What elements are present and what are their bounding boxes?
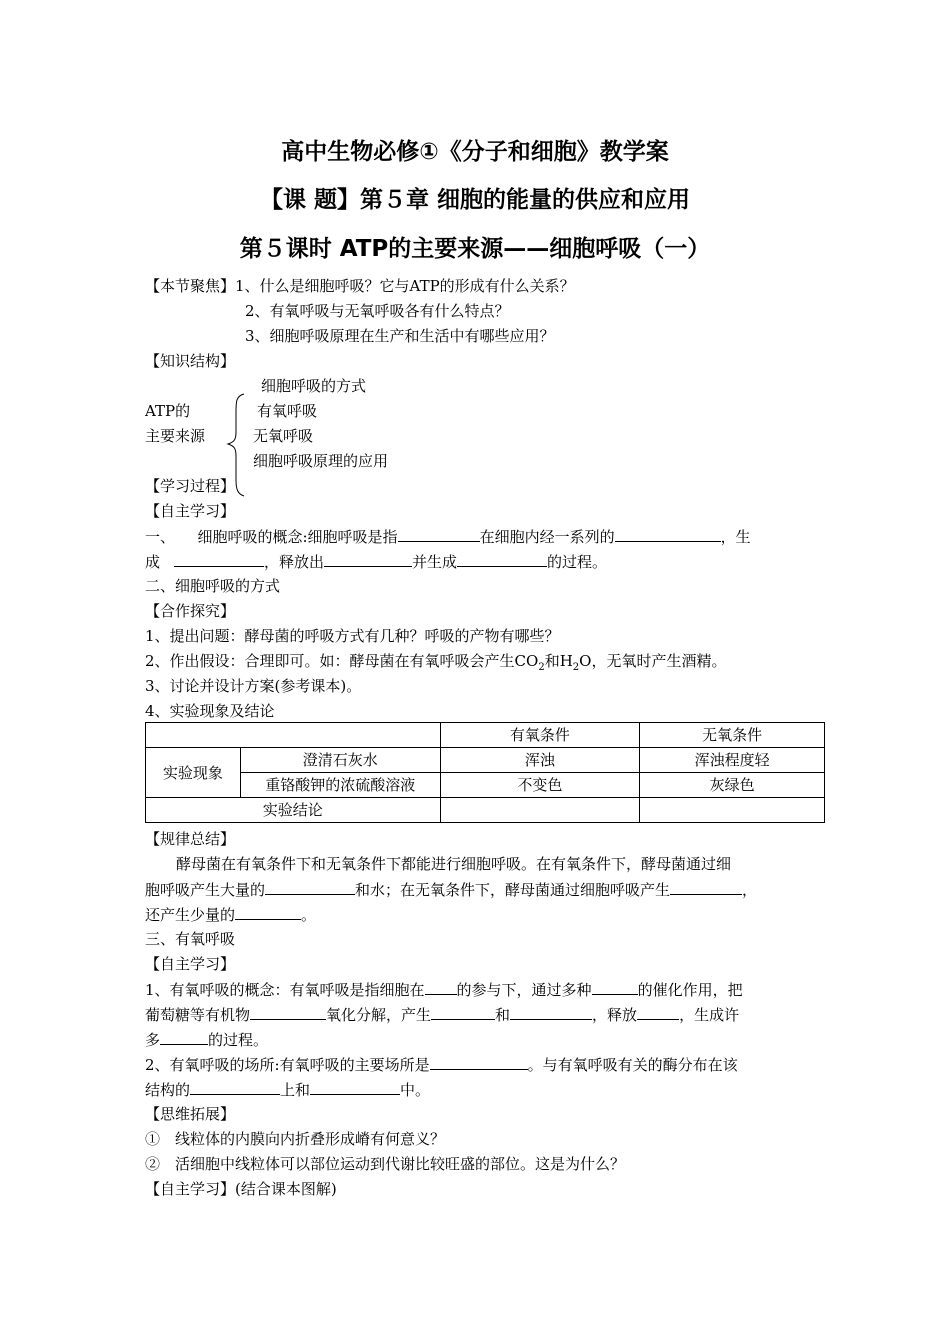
aerobic-text: 的催化作用，把 (637, 981, 743, 999)
aerobic-text: ，生成许 (679, 1006, 740, 1024)
aerobic-text: 上和 (280, 1081, 311, 1099)
rule-text-d: 还产生少量的 (145, 906, 236, 924)
table-cell: 澄清石灰水 (240, 748, 440, 773)
concept-text-b: 在细胞内经一系列的 (479, 528, 615, 546)
aerobic-text: 中。 (400, 1081, 431, 1099)
coop-step-1: 1、提出问题：酵母菌的呼吸方式有几种？呼吸的产物有哪些？ (145, 627, 560, 645)
rule-text-c: ， (742, 881, 758, 899)
structure-item-3: 无氧呼吸 (253, 427, 314, 445)
fill-blank[interactable] (615, 526, 721, 542)
fill-blank[interactable] (265, 879, 355, 895)
fill-blank[interactable] (425, 979, 457, 995)
aerobic-text: 氧化分解，产生 (326, 1006, 432, 1024)
table-cell (146, 723, 441, 748)
structure-root-line2: 主要来源 (145, 427, 206, 445)
think-question-1: ① 线粒体的内膜向内折叠形成嵴有何意义？ (145, 1130, 446, 1148)
page-title: 高中生物必修①《分子和细胞》教学案 (281, 139, 669, 165)
process-label: 【学习过程】 (145, 477, 236, 495)
focus-label: 【本节聚焦】 (145, 277, 236, 295)
think-question-2: ② 活细胞中线粒体可以部位运动到代谢比较旺盛的部位。这是为什么？ (145, 1155, 626, 1173)
table-row (146, 773, 825, 798)
aerobic-text: 的参与下，通过多种 (456, 981, 592, 999)
aerobic-line-3 (145, 1029, 268, 1050)
rule-line-1: 酵母菌在有氧条件下和无氧条件下都能进行细胞呼吸。在有氧条件下，酵母菌通过细 (176, 855, 732, 873)
coop-step-2-c: O，无氧时产生酒精。 (579, 652, 727, 670)
table-row (146, 748, 825, 773)
fill-blank[interactable] (310, 1079, 400, 1095)
aerobic-text: 2、有氧呼吸的场所:有氧呼吸的主要场所是 (145, 1056, 430, 1074)
fill-blank[interactable] (670, 879, 742, 895)
fill-blank[interactable] (324, 551, 412, 567)
fill-blank[interactable] (457, 551, 547, 567)
self-study-label-2: 【自主学习】 (145, 955, 236, 973)
experiment-table (145, 722, 825, 823)
subscript: 2 (572, 662, 580, 673)
concept-text-e: ，释放出 (264, 553, 325, 571)
section-2-heading: 二、细胞呼吸的方式 (145, 577, 281, 595)
table-phenomenon-label: 实验现象 (146, 748, 241, 798)
aerobic-text: 葡萄糖等有机物 (145, 1006, 251, 1024)
focus-question-2: 2、有氧呼吸与无氧呼吸各有什么特点？ (245, 302, 510, 320)
aerobic-line-4 (145, 1054, 738, 1075)
aerobic-line-5 (145, 1079, 430, 1100)
aerobic-text: ，释放 (592, 1006, 638, 1024)
concept-text-d: 成 (145, 553, 161, 571)
aerobic-text: 的过程。 (208, 1031, 269, 1049)
rule-label: 【规律总结】 (145, 830, 236, 848)
concept-text-f: 并生成 (412, 553, 458, 571)
coop-step-4: 4、实验现象及结论 (145, 702, 275, 720)
table-conclusion-label: 实验结论 (146, 798, 441, 823)
focus-question-3: 3、细胞呼吸原理在生产和生活中有哪些应用？ (245, 327, 555, 345)
aerobic-line-1 (145, 979, 743, 1000)
fill-blank[interactable] (398, 526, 480, 542)
aerobic-line-2 (145, 1004, 739, 1025)
self-study-label-1: 【自主学习】 (145, 502, 236, 520)
rule-text-e: 。 (301, 906, 317, 924)
coop-step-2-a: 2、作出假设：合理即可。如：酵母菌在有氧呼吸会产生CO (145, 652, 539, 670)
table-cell: 浑浊 (440, 748, 640, 773)
concept-line-2 (145, 551, 607, 572)
fill-blank[interactable] (160, 1029, 208, 1045)
concept-text-c: ，生 (720, 528, 751, 546)
focus-section (145, 276, 575, 296)
fill-blank[interactable] (430, 1054, 528, 1070)
structure-item-1: 细胞呼吸的方式 (261, 377, 367, 395)
concept-text-a: 一、 细胞呼吸的概念:细胞呼吸是指 (145, 528, 398, 546)
rule-line-2 (145, 879, 757, 900)
aerobic-text: 1、有氧呼吸的概念：有氧呼吸是指细胞在 (145, 981, 425, 999)
fill-blank[interactable] (510, 1004, 592, 1020)
table-row (146, 723, 825, 748)
structure-item-2: 有氧呼吸 (257, 402, 318, 420)
aerobic-text: 结构的 (145, 1081, 191, 1099)
structure-label: 【知识结构】 (145, 352, 236, 370)
table-cell: 重铬酸钾的浓硫酸溶液 (240, 773, 440, 798)
fill-blank[interactable] (190, 1079, 280, 1095)
aerobic-text: 。与有氧呼吸有关的酶分布在该 (527, 1056, 738, 1074)
concept-text-g: 的过程。 (547, 553, 608, 571)
structure-item-4: 细胞呼吸原理的应用 (253, 452, 389, 470)
fill-blank[interactable] (637, 1004, 679, 1020)
section-3-heading: 三、有氧呼吸 (145, 930, 236, 948)
rule-text-b: 和水；在无氧条件下，酵母菌通过细胞呼吸产生 (355, 881, 671, 899)
lesson-title: 第５课时 ATP的主要来源——细胞呼吸（一） (239, 236, 711, 262)
fill-blank[interactable] (174, 551, 264, 567)
rule-text-a: 胞呼吸产生大量的 (145, 881, 266, 899)
coop-label: 【合作探究】 (145, 602, 236, 620)
table-header-aerobic: 有氧条件 (440, 723, 640, 748)
table-cell: 不变色 (440, 773, 640, 798)
focus-question-1: 1、什么是细胞呼吸？它与ATP的形成有什么关系？ (235, 277, 575, 295)
fill-blank[interactable] (250, 1004, 326, 1020)
subscript: 2 (538, 662, 545, 673)
think-label: 【思维拓展】 (145, 1105, 236, 1123)
fill-blank[interactable] (431, 1004, 495, 1020)
table-row (146, 798, 825, 823)
self-study-label-3: 【自主学习】(结合课本图解) (145, 1180, 337, 1198)
structure-root-line1: ATP的 (145, 402, 191, 420)
concept-line-1 (145, 526, 751, 547)
aerobic-text: 多 (145, 1031, 161, 1049)
aerobic-text: 和 (495, 1006, 511, 1024)
table-cell: 浑浊程度轻 (640, 748, 825, 773)
coop-step-2-b: 和H (544, 652, 573, 670)
table-cell[interactable] (440, 798, 640, 823)
fill-blank[interactable] (235, 904, 301, 920)
chapter-title: 【课 题】第５章 细胞的能量的供应和应用 (259, 187, 690, 213)
rule-line-3 (145, 904, 316, 925)
coop-step-2 (145, 651, 726, 678)
coop-step-3: 3、讨论并设计方案(参考课本)。 (145, 677, 362, 695)
fill-blank[interactable] (592, 979, 638, 995)
table-header-anaerobic: 无氧条件 (640, 723, 825, 748)
table-cell[interactable] (640, 798, 825, 823)
table-cell: 灰绿色 (640, 773, 825, 798)
